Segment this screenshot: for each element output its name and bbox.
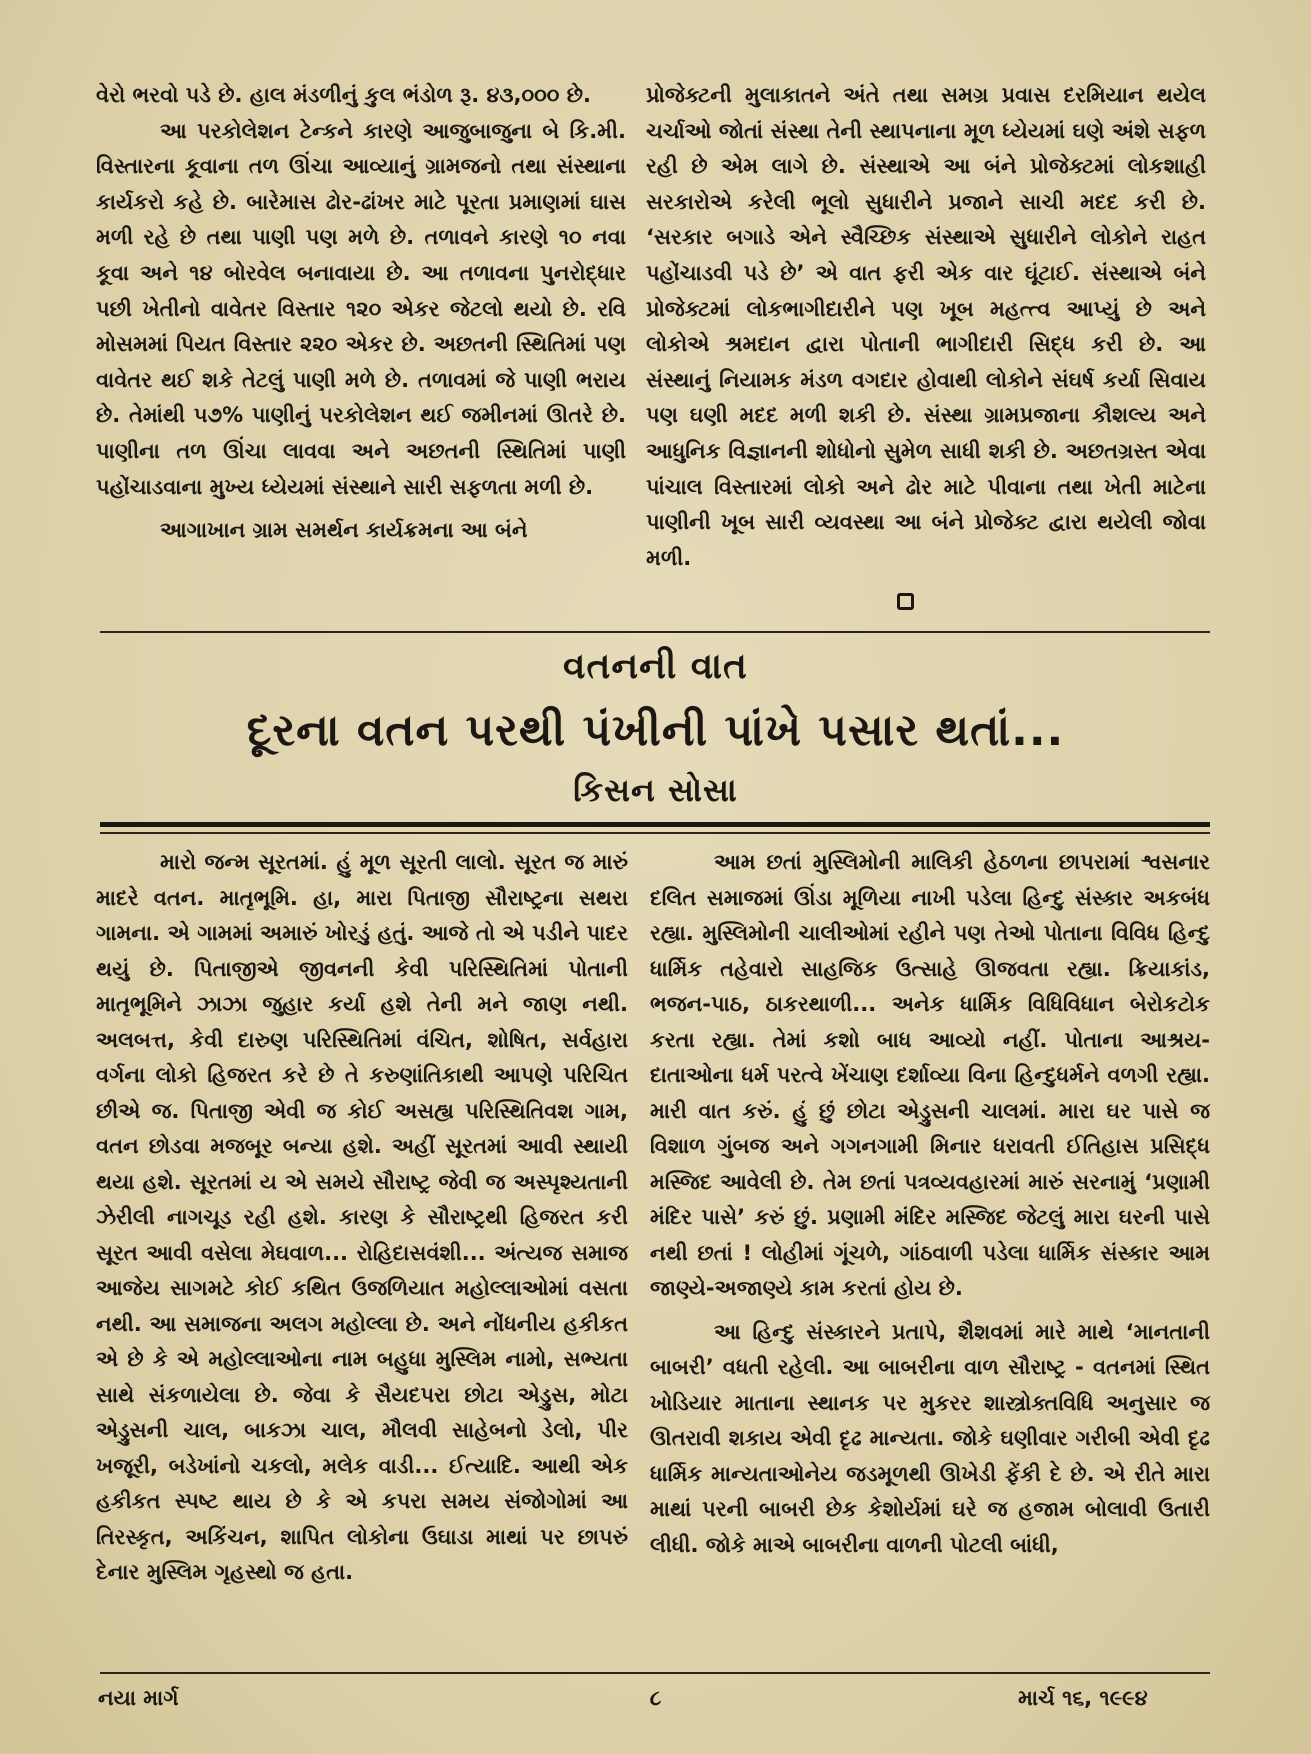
paragraph: આમ છતાં મુસ્લિમોની માલિકી હેઠળના છાપરામાં શ્વસનાર દલિત સમાજમાં ઊંડા મૂળિયા નાખી પડેલા હિન્દુ સંસ્કાર અકબંધ રહ્યા. મુસ્લિમોની ચાલીઓમાં રહીને પણ તેઓ પોતાના વિવિધ હિન્દુ ધાર્મિક તહેવારો સાહજિક ઉત્સાહે ઊજવતા રહ્યા. ક્રિયાકાંડ, ભજન-પાઠ, ઠાકરથાળી... અનેક ધાર્મિક વિધિવિધાન બેરોકટોક કરતા રહ્યા. તેમાં કશો બાધ આવ્યો નહીં. પોતાના આશ્રય-દાતાઓના ધર્મ પરત્વે ખેંચાણ દર્શાવ્યા વિના હિન્દુધર્મને વળગી રહ્યા. મારી વાત કરું. હું છું છોટા એડ્રુસની ચાલમાં. મારા ઘર પાસે જ વિશાળ ગુંબજ અને ગગનગામી મિનાર ધરાવતી ઈતિહાસ પ્રસિદ્ધ મસ્જિદ આવેલી છે. તેમ છતાં પત્રવ્યવહારમાં મારું સરનામું ‘પ્રણામી મંદિર પાસે’ કરું છું. પ્રણામી મંદિર મસ્જિદ જેટલું મારા ઘરની પાસે નથી છતાં ! લોહીમાં ગૂંચળે, ગાંઠવાળી પડેલા ધાર્મિક સંસ્કાર આમ જાણ્યે-અજાણ્યે કામ કરતાં હોય છે. <box>650 850 1210 1300</box>
headline-rule-thick <box>100 822 1210 827</box>
section-divider <box>100 631 1210 633</box>
paragraph: આ હિન્દુ સંસ્કારને પ્રતાપે, શૈશવમાં મારે માથે ‘માનતાની બાબરી’ વધતી રહેલી. આ બાબરીના વાળ સૌરાષ્ટ્ર - વતનમાં સ્થિત ખોડિયાર માતાના સ્થાનક પર મુકરર શાસ્ત્રોક્તવિધિ અનુસાર જ ઊતરાવી શકાય એવી દૃઢ માન્યતા. જોકે ઘણીવાર ગરીબી એવી દૃઢ ધાર્મિક માન્યતાઓનેય જડમૂળથી ઊખેડી ફેંકી દે છે. એ રીતે મારા માથાં પરની બાબરી છેક કેશોર્યમાં ઘરે જ હજામ બોલાવી ઉતારી લીધી. જોકે માએ બાબરીના વાળની પોટલી બાંધી, <box>650 1319 1210 1557</box>
paragraph: વેરો ભરવો પડે છે. હાલ મંડળીનું કુલ ભંડોળ રૂ. ૪૩,૦૦૦ છે. <box>96 83 591 107</box>
paragraph: મારો જન્મ સૂરતમાં. હું મૂળ સૂરતી લાલો. સૂરત જ મારું માદરે વતન. માતૃભૂમિ. હા, મારા પિતાજી સૌરાષ્ટ્રના સથરા ગામના. એ ગામમાં અમારું ખોરડું હતું. આજે તો એ પડીને પાદર થયું છે. પિતાજીએ જીવનની કેવી પરિસ્થિતિમાં પોતાની માતૃભૂમિને ઝાઝા જુહાર કર્યા હશે તેની મને જાણ નથી. અલબત્ત, કેવી દારુણ પરિસ્થિતિમાં વંચિત, શોષિત, સર્વહારા વર્ગના લોકો હિજરત કરે છે તે કરુણાંતિકાથી આપણે પરિચિત છીએ જ. પિતાજી એવી જ કોઈ અસહ્ય પરિસ્થિતિવશ ગામ, વતન છોડવા મજબૂર બન્યા હશે. અહીં સૂરતમાં આવી સ્થાયી થયા હશે. સૂરતમાં ય એ સમયે સૌરાષ્ટ્ર જેવી જ અસ્પૃશ્યતાની ઝેરીલી નાગચૂડ રહી હશે. કારણ કે સૌરાષ્ટ્રથી હિજરત કરી સૂરત આવી વસેલા મેઘવાળ... રોહિદાસવંશી... અંત્યજ સમાજ આજેય સાગમટે કોઈ કથિત ઉજળિયાત મહોલ્લાઓમાં વસતા નથી. આ સમાજના અલગ મહોલ્લા છે. અને નોંધનીય હકીકત એ છે કે એ મહોલ્લાઓના નામ બહુધા મુસ્લિમ નામો, સભ્યતા સાથે સંકળાયેલા છે. જેવા કે સૈયદપરા છોટા એડ્રુસ, મોટા એડ્રુસની ચાલ, બાકઝા ચાલ, મૌલવી સાહેબનો ડેલો, પીર ખજૂરી, બડેખાંનો ચકલો, મલેક વાડી... ઈત્યાદિ. આથી એક હકીકત સ્પષ્ટ થાય છે કે એ કપરા સમય સંજોગોમાં આ તિરસ્કૃત, અકિંચન, શાપિત લોકોના ઉઘાડા માથાં પર છાપરું દેનાર મુસ્લિમ ગૃહસ્થો જ હતા. <box>96 850 628 1584</box>
article-headline: દૂરના વતન પરથી પંખીની પાંખે પસાર થતાં... <box>246 705 1065 756</box>
publication-name: નયા માર્ગ <box>98 1686 179 1710</box>
paragraph: પ્રોજેક્ટની મુલાકાતને અંતે તથા સમગ્ર પ્રવાસ દરમિયાન થયેલ ચર્ચાઓ જોતાં સંસ્થા તેની સ્થાપનાના મૂળ ધ્યેયમાં ઘણે અંશે સફળ રહી છે એમ લાગે છે. સંસ્થાએ આ બંને પ્રોજેક્ટમાં લોકશાહી સરકારોએ કરેલી ભૂલો સુધારીને પ્રજાને સાચી મદદ કરી છે. ‘સરકાર બગાડે એને સ્વૈચ્છિક સંસ્થાએ સુધારીને લોકોને રાહત પહોંચાડવી પડે છે’ એ વાત ફરી એક વાર ઘૂંટાઈ. સંસ્થાએ બંને પ્રોજેક્ટમાં લોકભાગીદારીને પણ ખૂબ મહત્ત્વ આપ્યું છે અને લોકોએ શ્રમદાન દ્વારા પોતાની ભાગીદારી સિદ્ધ કરી છે. આ સંસ્થાનું નિયામક મંડળ વગદાર હોવાથી લોકોને સંઘર્ષ કર્યા સિવાય પણ ઘણી મદદ મળી શકી છે. સંસ્થા ગ્રામપ્રજાના કૌશલ્ય અને આધુનિક વિજ્ઞાનની શોધોનો સુમેળ સાધી શકી છે. અછતગ્રસ્ત એવા પાંચાલ વિસ્તારમાં લોકો અને ઢોર માટે પીવાના તથા ખેતી માટેના પાણીની ખૂબ સારી વ્યવસ્થા આ બંને પ્રોજેક્ટ દ્વારા થયેલી જોવા મળી. <box>646 83 1206 570</box>
end-of-article-box-icon <box>897 593 914 610</box>
article-left-column <box>96 845 628 1591</box>
issue-date: માર્ચ ૧૬, ૧૯૯૪ <box>1018 1686 1148 1710</box>
article-continuation-right-column <box>646 78 1206 576</box>
article-right-column <box>650 845 1210 1563</box>
section-title: વતનની વાત <box>563 646 748 687</box>
footer-rule <box>100 1672 1210 1674</box>
page-number: ૮ <box>649 1686 662 1710</box>
article-continuation-left-column <box>96 78 626 549</box>
paragraph: આ પરકોલેશન ટેન્કને કારણે આજુબાજુના બે કિ.મી. વિસ્તારના કૂવાના તળ ઊંચા આવ્યાનું ગ્રામજનો તથા સંસ્થાના કાર્યકરો કહે છે. બારેમાસ ઢોર-ઢાંખર માટે પૂરતા પ્રમાણમાં ઘાસ મળી રહે છે તથા પાણી પણ મળે છે. તળાવને કારણે ૧૦ નવા કૂવા અને ૧૪ બોરવેલ બનાવાયા છે. આ તળાવના પુનરોદ્ધાર પછી ખેતીનો વાવેતર વિસ્તાર ૧૨૦ એકર જેટલો થયો છે. રવિ મોસમમાં પિયત વિસ્તાર ૨૨૦ એકર છે. અછતની સ્થિતિમાં પણ વાવેતર થઈ શકે તેટલું પાણી મળે છે. તળાવમાં જે પાણી ભરાય છે. તેમાંથી ૫૭% પાણીનું પરકોલેશન થઈ જમીનમાં ઊતરે છે. પાણીના તળ ઊંચા લાવવા અને અછતની સ્થિતિમાં પાણી પહોંચાડવાના મુખ્ય ધ્યેયમાં સંસ્થાને સારી સફળતા મળી છે. <box>96 118 626 499</box>
paragraph: આગાખાન ગ્રામ સમર્થન કાર્યક્રમના આ બંને <box>160 518 528 543</box>
article-byline: કિસન સોસા <box>573 771 738 809</box>
headline-rule-thin <box>100 832 1210 834</box>
